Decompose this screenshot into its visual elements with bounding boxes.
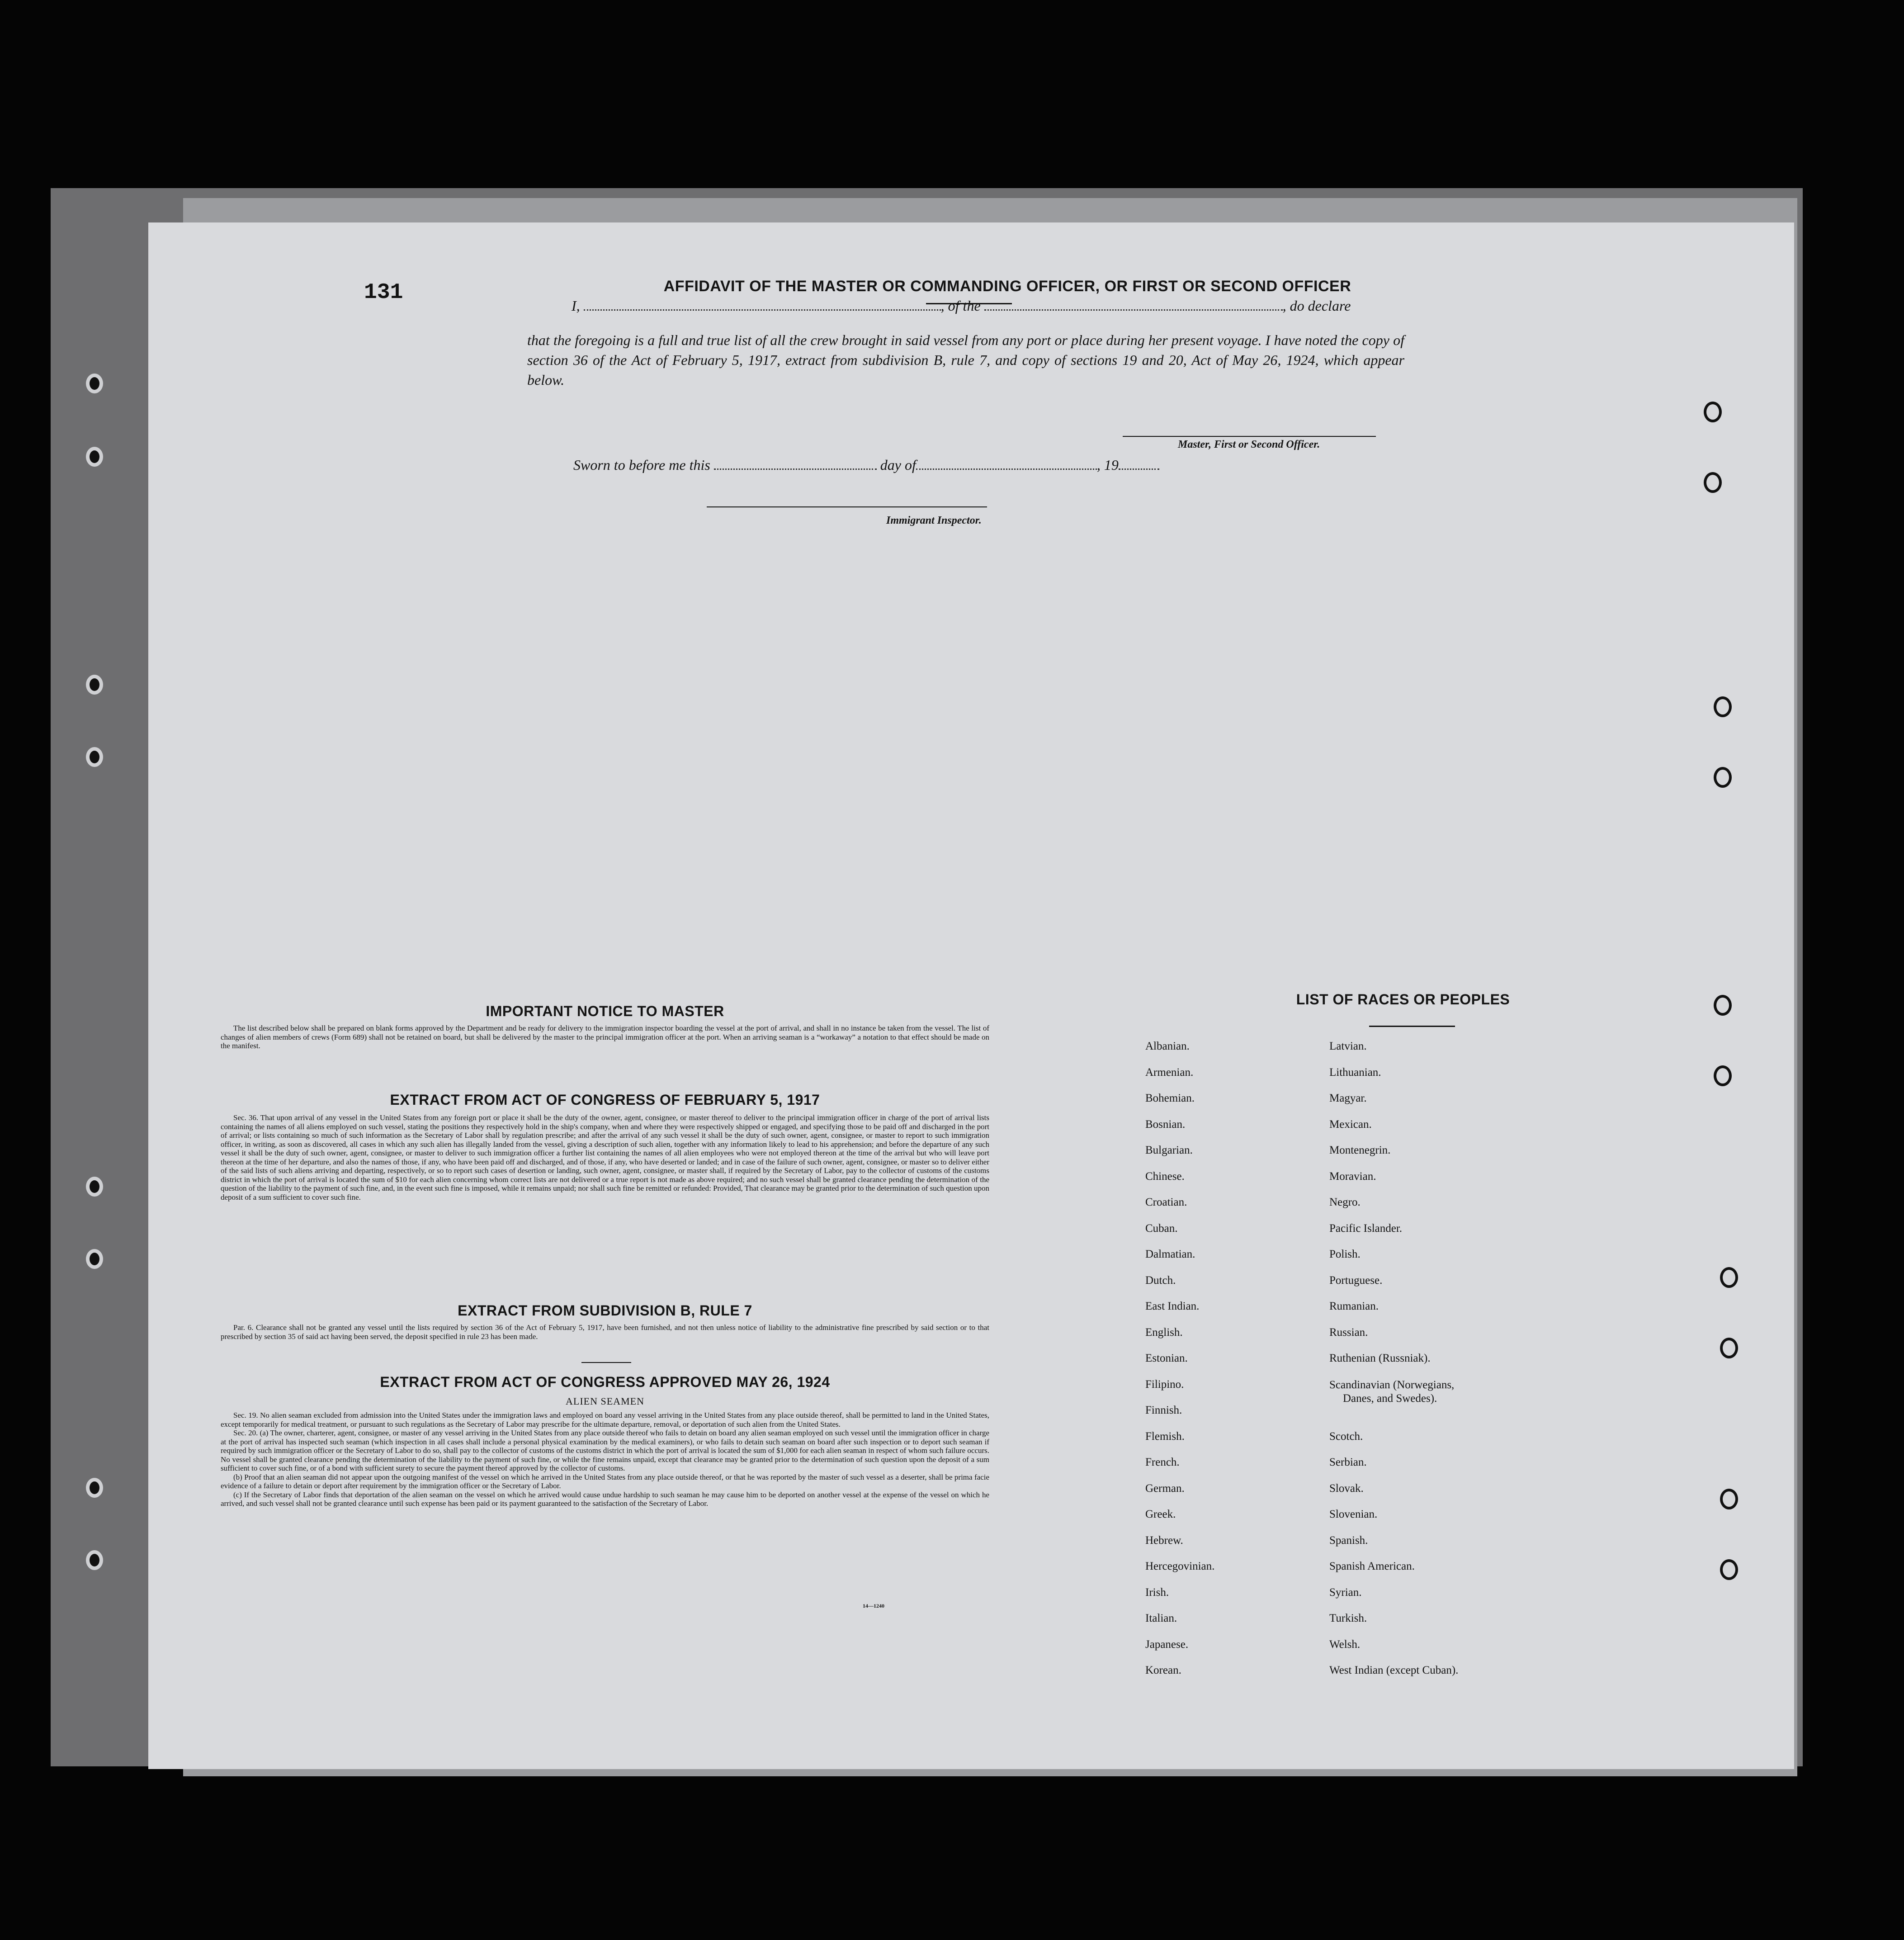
race-item: West Indian (except Cuban).: [1329, 1664, 1459, 1676]
race-item: Danes, and Swedes).: [1343, 1392, 1437, 1405]
i-label: I,: [572, 298, 580, 314]
race-item: Estonian.: [1145, 1352, 1188, 1364]
vessel-field[interactable]: [984, 307, 1283, 311]
binder-hole: [1714, 995, 1732, 1016]
section-19-paragraph: Sec. 19. No alien seaman excluded from admission into the United States under the immigration laws and employed on board any vessel arriving in the United States from any place outside thereof, shall be permitted to land in the United States, except temporarily for medical treatment, or pursuant to such regulations as the Secretary of Labor may prescribe for the ultimate departure, removal, or deportation of such alien from the United States.: [221, 1411, 989, 1429]
race-item: Polish.: [1329, 1248, 1361, 1260]
inspector-signature-line[interactable]: [707, 506, 987, 507]
notice-paragraph: The list described below shall be prepared on blank forms approved by the Department and be ready for delivery to the immigration inspector boarding the vessel at the port of arrival, and shall in no instance be taken from the vessel. The list of changes of alien members of crews (Form 689) shall not be retained on board, but shall be delivered by the master to the principal immigration officer at the port. When an arriving seaman is a “workaway” a notation to that effect should be made on the manifest.: [221, 1024, 989, 1050]
race-item: Lithuanian.: [1329, 1066, 1381, 1079]
section-20b-paragraph: (b) Proof that an alien seaman did not appear upon the outgoing manifest of the vessel on which he arrived in the United States from any place outside thereof, or that he was reported by the master of such vessel as a deserter, shall be prima facie evidence of a failure to detain or deport after requirement by the immigration officer or the Secretary of Labor.: [221, 1472, 989, 1490]
section-20c-paragraph: (c) If the Secretary of Labor finds that deportation of the alien seaman on the vessel on which he arrived would cause undue hardship to such seaman he may cause him to be deported on another vessel at the expense of the vessel on which he arrived, and such vessel shall not be granted clearance until such expense has been paid or its payment guaranteed to the satisfaction of the Secretary of Labor.: [221, 1490, 989, 1508]
race-item: Spanish American.: [1329, 1560, 1415, 1572]
race-item: Cuban.: [1145, 1222, 1178, 1235]
extract-1924-title: EXTRACT FROM ACT OF CONGRESS APPROVED MAY 26, 1924: [380, 1374, 830, 1390]
binder-hole: [1720, 1489, 1738, 1509]
race-item: Albanian.: [1145, 1040, 1190, 1052]
race-item: Portuguese.: [1329, 1274, 1383, 1287]
do-declare-label: , do declare: [1282, 298, 1351, 314]
race-item: Bosnian.: [1145, 1118, 1186, 1131]
race-item: Spanish.: [1329, 1534, 1368, 1547]
race-item: Moravian.: [1329, 1170, 1376, 1183]
races-right-column: [1329, 1040, 1458, 1690]
form-page: [148, 222, 1794, 1769]
race-item: Montenegrin.: [1329, 1144, 1391, 1156]
race-item: Greek.: [1145, 1508, 1176, 1520]
race-item: Latvian.: [1329, 1040, 1367, 1052]
binder-hole: [86, 374, 103, 393]
signature-line[interactable]: [1123, 436, 1376, 437]
signature-label: Master, First or Second Officer.: [1178, 439, 1320, 450]
race-item: Bulgarian.: [1145, 1144, 1193, 1156]
race-item: Dutch.: [1145, 1274, 1176, 1287]
race-item: Scandinavian (Norwegians,: [1329, 1378, 1455, 1391]
races-title-rule: [1369, 1026, 1455, 1027]
race-item: Rumanian.: [1329, 1300, 1379, 1312]
race-item: Flemish.: [1145, 1430, 1185, 1443]
race-item: Hercegovinian.: [1145, 1560, 1215, 1572]
binder-hole: [1720, 1559, 1738, 1580]
day-field[interactable]: [714, 466, 877, 470]
race-item: Croatian.: [1145, 1196, 1187, 1208]
race-item: Mexican.: [1329, 1118, 1372, 1131]
binder-hole: [1714, 696, 1732, 717]
race-item: Pacific Islander.: [1329, 1222, 1403, 1235]
binder-hole: [1714, 767, 1732, 788]
binder-hole: [86, 1478, 103, 1498]
year-field[interactable]: [1119, 466, 1159, 470]
binder-hole: [86, 747, 103, 767]
month-field[interactable]: [916, 466, 1097, 470]
race-item: German.: [1145, 1482, 1185, 1495]
inspector-label: Immigrant Inspector.: [886, 515, 982, 526]
section-rule: [581, 1362, 631, 1363]
affidavit-title: AFFIDAVIT OF THE MASTER OR COMMANDING OFFICER, OR FIRST OR SECOND OFFICER: [663, 278, 1351, 295]
race-item: East Indian.: [1145, 1300, 1200, 1312]
race-item: French.: [1145, 1456, 1180, 1468]
race-item: English.: [1145, 1326, 1183, 1339]
race-item: Slovenian.: [1329, 1508, 1378, 1520]
race-item: Bohemian.: [1145, 1092, 1195, 1104]
race-item-scandinavian: [1329, 1378, 1458, 1430]
race-item: Ruthenian (Russniak).: [1329, 1352, 1431, 1364]
binder-hole: [1714, 1065, 1732, 1086]
par-6-paragraph: Par. 6. Clearance shall not be granted any vessel until the lists required by section 36 of the Act of February 5, 1917, have been furnished, and not then unless notice of liability to the administrative fine prescribed by said section or to that prescribed by section 35 of said act having been served, the deposit specified in rule 23 has been made.: [221, 1323, 989, 1341]
name-field[interactable]: [584, 307, 941, 311]
race-item: Russian.: [1329, 1326, 1368, 1339]
form-number: 14—1240: [863, 1603, 884, 1609]
race-item: Chinese.: [1145, 1170, 1185, 1183]
binder-hole: [86, 1249, 103, 1269]
races-title: LIST OF RACES OR PEOPLES: [1296, 991, 1510, 1008]
binder-hole: [1704, 472, 1722, 493]
section-20a-paragraph: Sec. 20. (a) The owner, charterer, agent, consignee, or master of any vessel arriving in the United States from any place outside thereof who fails to detain on board any alien seaman employed on such vessel until the immigration officer in charge at the port of arrival has inspected such seaman (which inspection in all cases shall include a personal physical examination by the medical examiners), or who fails to detain such seaman on board after such inspection or to deport such seaman if required by such immigration officer or the Secretary of Labor to do so, shall pay to the collector of customs of the customs district in which the port of arrival is located the sum of $1,000 for each alien seaman in respect of whom such failure occurs. No vessel shall be granted clearance pending the determination of the liability to the payment of such fine, or while the fine remains unpaid, except that clearance may be granted prior to the determination of such question upon the deposit of a sum sufficient to cover such fine, or of a bond with sufficient surety to secure the payment thereof approved by the collector of customs.: [221, 1429, 989, 1472]
alien-seamen-subtitle: ALIEN SEAMEN: [566, 1396, 644, 1407]
year-label: , 19: [1096, 457, 1119, 473]
extract-1917-text: [221, 1113, 989, 1202]
race-item: Italian.: [1145, 1612, 1177, 1624]
extract-1924-text: [221, 1411, 989, 1508]
race-item: Hebrew.: [1145, 1534, 1183, 1547]
binder-hole: [86, 1550, 103, 1570]
race-item: Negro.: [1329, 1196, 1361, 1208]
binder-hole: [86, 447, 103, 467]
extract-1917-title: EXTRACT FROM ACT OF CONGRESS OF FEBRUARY 5, 1917: [390, 1092, 820, 1108]
race-item: Scotch.: [1329, 1430, 1363, 1443]
binder-hole: [86, 675, 103, 695]
binder-hole: [1720, 1267, 1738, 1288]
declaration-line: [572, 298, 1351, 314]
binder-hole: [1704, 402, 1722, 422]
race-item: Slovak.: [1329, 1482, 1364, 1495]
races-left-column: [1145, 1040, 1214, 1690]
binder-hole: [1720, 1338, 1738, 1358]
extract-rule7-title: EXTRACT FROM SUBDIVISION B, RULE 7: [458, 1302, 752, 1319]
race-item: Japanese.: [1145, 1638, 1189, 1651]
of-the-label: , of the: [940, 298, 981, 314]
race-item: Magyar.: [1329, 1092, 1367, 1104]
section-36-paragraph: Sec. 36. That upon arrival of any vessel in the United States from any foreign port or place it shall be the duty of the owner, agent, consignee, or master thereof to deliver to the principal immigration officer in charge of the port of arrival lists containing the names of all aliens employed on such vessel, stating the positions they respectively hold in the ship's company, when and where they were respectively shipped or engaged, and specifying those to be paid off and discharged in the port of arrival; or lists containing so much of such information as the Secretary of Labor shall by regulation prescribe; and after the arrival of any such vessel it shall be the duty of such owner, agent, consignee, or master to report to such immigration officer, in writing, as soon as discovered, all cases in which any such alien has illegally landed from the vessel, giving a description of such alien, together with any information likely to lead to his apprehension; and before the departure of any such vessel it shall be the duty of such owner, agent, consignee, or master to deliver to such immigration officer a further list containing the names of all alien employees who were not employed thereon at the time of the arrival but who will leave port thereon at the time of her departure, and also the names of those, if any, who have been paid off and discharged, and of those, if any, who have deserted or landed; and in case of the failure of such owner, agent, consignee, or master so to deliver either of the said lists of such aliens arriving and departing, respectively, or so to report such cases of desertion or landing, such owner, agent, consignee, or master shall, if required by the Secretary of Labor, pay to the collector of customs of the customs district in which the port of arrival is located the sum of $10 for each alien concerning whom correct lists are not delivered or a true report is not made as above required; and no such vessel shall be granted clearance pending the determination of the question of the liability to the payment of such fine, and, in the event such fine is imposed, while it remains unpaid; nor shall such fine be remitted or refunded: Provided, That clearance may be granted prior to the determination of such question upon deposit of a sum sufficient to cover such fine.: [221, 1113, 989, 1202]
extract-rule7-text: [221, 1323, 989, 1341]
page-number: 131: [364, 280, 403, 305]
notice-title: IMPORTANT NOTICE TO MASTER: [486, 1003, 724, 1019]
race-item: Syrian.: [1329, 1586, 1362, 1599]
notice-text: [221, 1024, 989, 1050]
binder-hole: [86, 1177, 103, 1197]
race-item: Irish.: [1145, 1586, 1169, 1599]
sworn-label: Sworn to before me this: [573, 457, 710, 473]
day-of-label: day of: [880, 457, 916, 473]
sworn-line: [573, 457, 1159, 473]
race-item: Armenian.: [1145, 1066, 1194, 1079]
race-item: Dalmatian.: [1145, 1248, 1195, 1260]
race-item: Finnish.: [1145, 1404, 1182, 1416]
race-item: Korean.: [1145, 1664, 1181, 1676]
race-item: Serbian.: [1329, 1456, 1367, 1468]
race-item: Filipino.: [1145, 1378, 1184, 1391]
affidavit-body: that the foregoing is a full and true list of all the crew brought in said vessel from any port or place during her present voyage. I have noted the copy of section 36 of the Act of February 5, 1917, extract from subdivision B, rule 7, and copy of sections 19 and 20, Act of May 26, 1924, which appear below.: [527, 332, 1404, 388]
race-item: Welsh.: [1329, 1638, 1361, 1651]
race-item: Turkish.: [1329, 1612, 1367, 1624]
